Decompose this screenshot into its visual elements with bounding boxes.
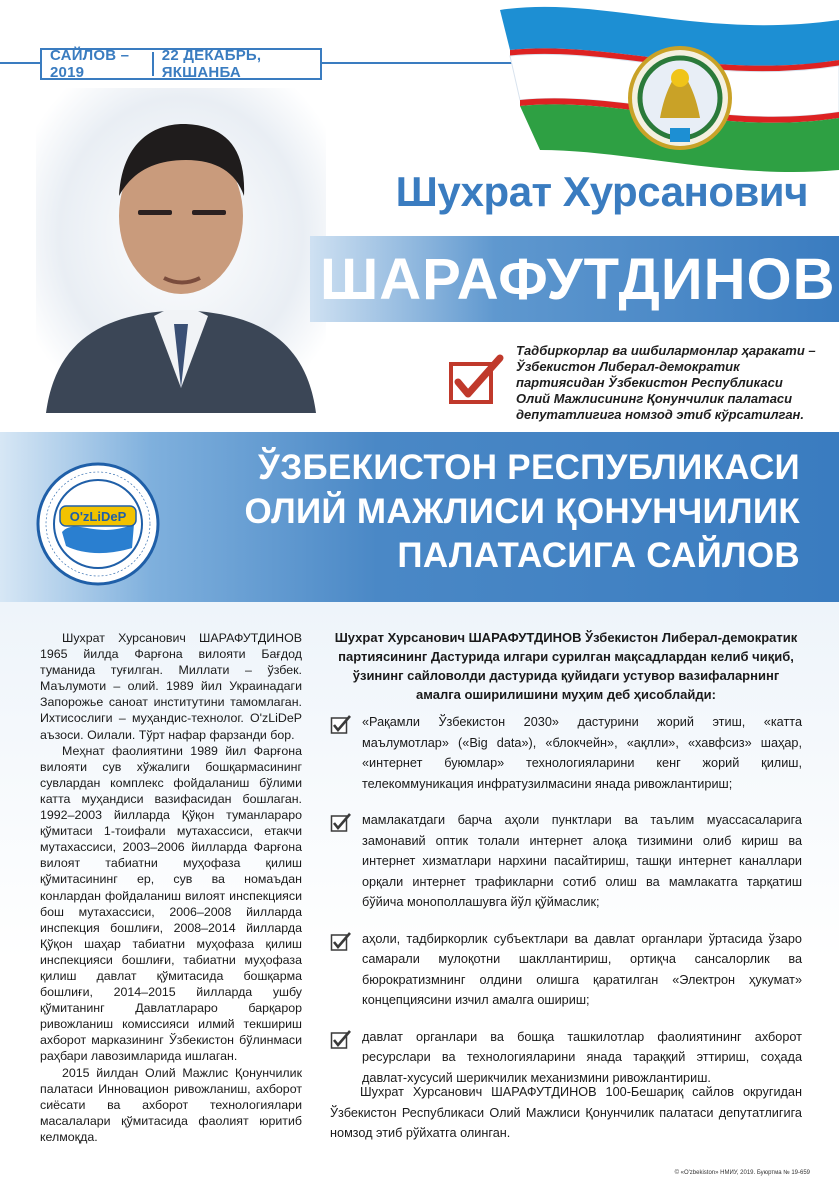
program-item-text: аҳоли, тадбиркорлик субъектлари ва давлат органлари ўртасида ўзаро самарали мулоқотни шакллантириш, ортиқча сансалорлик ва бюрократизмнинг олдини олишга қаратилган «Электрон ҳукумат» концепциясини изчил амалга ошириш;: [362, 931, 802, 1007]
program-item: [330, 810, 802, 913]
biography: [40, 630, 302, 1145]
party-logo-icon: [36, 462, 160, 586]
state-emblem-icon: [630, 48, 730, 148]
election-label: САЙЛОВ – 2019: [50, 47, 130, 81]
date-label: 22 ДЕКАБРЬ, ЯКШАНБА: [161, 47, 262, 81]
checkbox-checked-icon: [330, 1029, 352, 1051]
bio-paragraph-1: Шухрат Хурсанович ШАРАФУТДИНОВ 1965 йилда Фарғона вилояти Бағдод туманида туғилган. Миллати – ўзбек. Маълумоти – олий. 1989 йил Украинадаги Запорожье саноат институтини тамомлаган. Ихтисослиги – муҳандис-технолог. O'zLiDeP аъзоси. Оилали. Тўрт нафар фарзанди бор.: [40, 631, 302, 742]
program-item: [330, 929, 802, 1011]
bio-paragraph-2: Меҳнат фаолиятини 1989 йил Фарғона вилояти сув хўжалиги бошқармасининг сувлардан комплекс фойдаланиш бўлими катта муҳандиси вазифасидан бошлаган. 1992–2003 йилларда Қўқон туманлараро қўмитаси 1-тоифали мутахассиси, етакчи мутахассиси, 2003–2006 йилларда Фарғона вилоят табиатни муҳофаза қилиш қўмитасининг ер, сув ва номаъдан конлардан фойдаланиш вилоят инспекцияси бош мутахассиси, 2006–2008 йилларда инспекция бошлиғи, 2008–2014 йилларда Қўқон шаҳар табиатни муҳофаза қилиш инспекцияси бошлиғи, табиатни муҳофаза қилиш давлат қўмитасида бошқарма бошлиғи, 2014–2015 йилларда ушбу қўмитанинг Давлатлараро барқарор ривожланиш комиссияси илмий текшириш ахборот марказининг Ўзбекистон бўлинмаси раҳбари лавозимларида ишлаган.: [40, 743, 302, 1064]
svg-text:O'zLiDeP: O'zLiDeP: [69, 509, 127, 524]
title-line-3: ПАЛАТАСИГА САЙЛОВ: [397, 536, 800, 575]
title-line-2: ОЛИЙ МАЖЛИСИ ҚОНУНЧИЛИК: [244, 492, 800, 531]
portrait-image: [36, 88, 326, 413]
candidate-first-name: Шухрат Хурсанович: [395, 168, 808, 215]
program-intro: Шухрат Хурсанович ШАРАФУТДИНОВ Ўзбекистон Либерал-демократик партиясининг Дастурида илгари сурилган мақсадлардан келиб чиқиб, ўзининг сайловолди дастурида қуйидаги устувор вазифаларнинг амалга оширилишини муҳим деб ҳисоблайди:: [334, 630, 798, 702]
bio-paragraph-3: 2015 йилдан Олий Мажлис Қонунчилик палатаси Инновацион ривожланиш, ахборот сиёсати ва ахборот технологиялари масалалари қўмитасида фаолият юритиб келмоқда.: [40, 1065, 302, 1144]
checkbox-checked-icon: [448, 354, 504, 406]
checkbox-checked-icon: [330, 812, 352, 834]
program-item-text: мамлакатдаги барча аҳоли пунктлари ва таълим муассасаларига замонавий оптик толали интернет алоқа тизимини олиб кириш ва интернет хизматлари нархини пасайтириш, ташқи интернет каналлари орқали интернет трафикларни сотиб олиш ва мамлакатга тарқатиш бўйича монополлашувга йўл қўймаслик;: [362, 813, 802, 909]
checkbox-checked-icon: [330, 714, 352, 736]
election-title: [180, 446, 800, 578]
checkbox-checked-icon: [330, 931, 352, 953]
program-item-text: давлат органлари ва бошқа ташкилотлар фаолиятининг ахборот ресурслари ва технологияларини янада тараққий эттириш, соҳада давлат-хусусий шерикчилик механизмини ривожлантириш.: [362, 1029, 802, 1085]
nomination-text: Тадбиркорлар ва ишбилармонлар ҳаракати – Ўзбекистон Либерал-демократик партиясидан Ўзбекистон Республикаси Олий Мажлисининг Қонунчилик палатаси депутатлигига номзод этиб кўрсатилган.: [516, 343, 816, 422]
candidate-last-name: ШАРАФУТДИНОВ: [320, 247, 836, 312]
title-line-1: ЎЗБЕКИСТОН РЕСПУБЛИКАСИ: [258, 448, 800, 487]
footer-imprint: © «O'zbekiston» НМИУ, 2019. Буюртма № 19-659: [674, 1170, 810, 1176]
program-list: [330, 712, 802, 1104]
election-date-badge: [40, 48, 322, 80]
program-item-text: «Рақамли Ўзбекистон 2030» дастурини жорий этиш, «катта маълумотлар» («Big data»), «блокчейн», «ақлли», «хавфсиз» шаҳар, «интернет буюмлар» технологияларини кенг жорий қилиш, телекоммуникация инфратузилмасини янада ривожлантириш;: [362, 715, 802, 791]
program-item: [330, 1027, 802, 1089]
registration-note: Шухрат Хурсанович ШАРАФУТДИНОВ 100-Бешариқ сайлов округидан Ўзбекистон Республикаси Олий Мажлиси Қонунчилик палатаси депутатлигига номзод этиб рўйхатга олинган.: [330, 1085, 802, 1140]
program-item: [330, 712, 802, 794]
